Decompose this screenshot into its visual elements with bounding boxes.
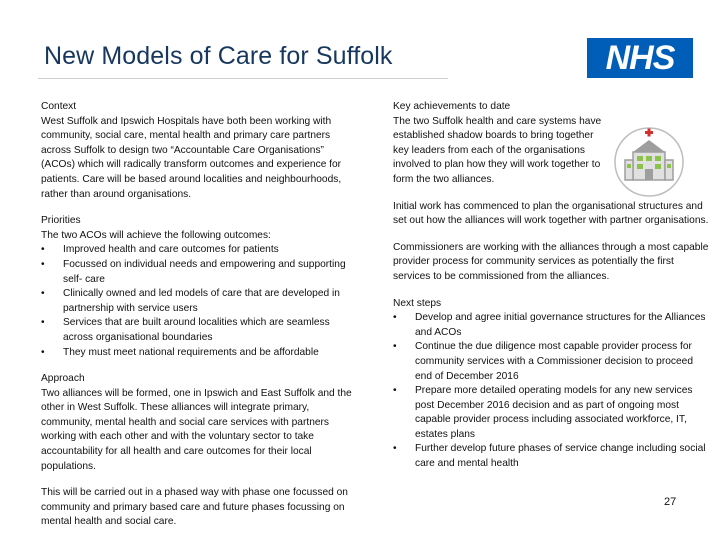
list-item: • Further develop future phases of service change including social care and mental health [393,442,711,471]
achievements-heading: Key achievements to date [393,101,511,112]
approach-phases [41,486,353,530]
nhs-logo: NHS [587,38,693,78]
title-divider [38,78,448,79]
achievements-body-2: Initial work has commenced to plan the organisational structures and set out how the alliances will work together with partner organisations. [393,200,709,227]
list-item: • Prepare more detailed operating models for any new services post December 2016 decision and as part of ongoing most capable provider process including associated workforce, IT, estates plans [393,384,711,442]
list-item: • Develop and agree initial governance structures for the Alliances and ACOs [393,311,711,340]
list-item: • Focussed on individual needs and empowering and supporting self- care [41,258,353,287]
approach-body: Two alliances will be formed, one in Ipswich and East Suffolk and the other in West Suffolk. These alliances will integrate primary, community, mental health and social care services with partners working with each other and with the voluntary sector to take accountability for all health and care outcomes for their local populations. [41,387,352,472]
context-heading: Context [41,101,77,112]
priorities-section [41,214,353,360]
priorities-intro: The two ACOs will achieve the following outcomes: [41,229,271,241]
list-item: • Services that are built around localities which are seamless across organisational boundaries [41,316,353,345]
achievements-body: The two Suffolk health and care systems have established shadow boards to bring together key leaders from each of the organisations involved to plan how they will work together to form the two alliances. [393,115,602,185]
list-item: • Improved health and care outcomes for patients [41,243,353,258]
context-body: West Suffolk and Ipswich Hospitals have both been working with community, social care, mental health and primary care partners across Suffolk to design two “Accountable Care Organisations” (ACOs) which will radically transform outcomes and experience for patients. Care will be based around localities and neighbourhoods, rather than around organisations. [41,115,342,200]
achievement-commissioners [393,241,711,285]
approach-section [41,372,353,474]
achievements-body-3: Commissioners are working with the alliances through a most capable provider process for community services as potentially the first services to be commissioned from the alliances. [393,241,709,282]
list-item: • They must meet national requirements and be affordable [41,346,353,361]
page-number: 27 [664,496,677,508]
next-steps-list [393,311,711,472]
list-item: • Clinically owned and led models of care that are developed in partnership with service users [41,287,353,316]
right-column [393,100,711,484]
next-steps-heading: Next steps [393,297,442,309]
priorities-list [41,243,353,360]
achievement-initial-work [393,200,711,229]
left-column [41,100,353,542]
hospital-icon [611,122,687,198]
next-steps-section [393,297,711,472]
achievements-section [393,100,711,188]
list-item: • Continue the due diligence most capable provider process for community services with a Commissioner decision to proceed end of December 2016 [393,340,711,384]
approach-heading: Approach [41,373,85,385]
priorities-heading: Priorities [41,215,81,227]
page-title: New Models of Care for Suffolk [44,42,393,70]
context-section [41,100,353,202]
approach-phases-body: This will be carried out in a phased way with phase one focussed on community and primary based care and future phases focussing on mental health and social care. [41,487,348,528]
